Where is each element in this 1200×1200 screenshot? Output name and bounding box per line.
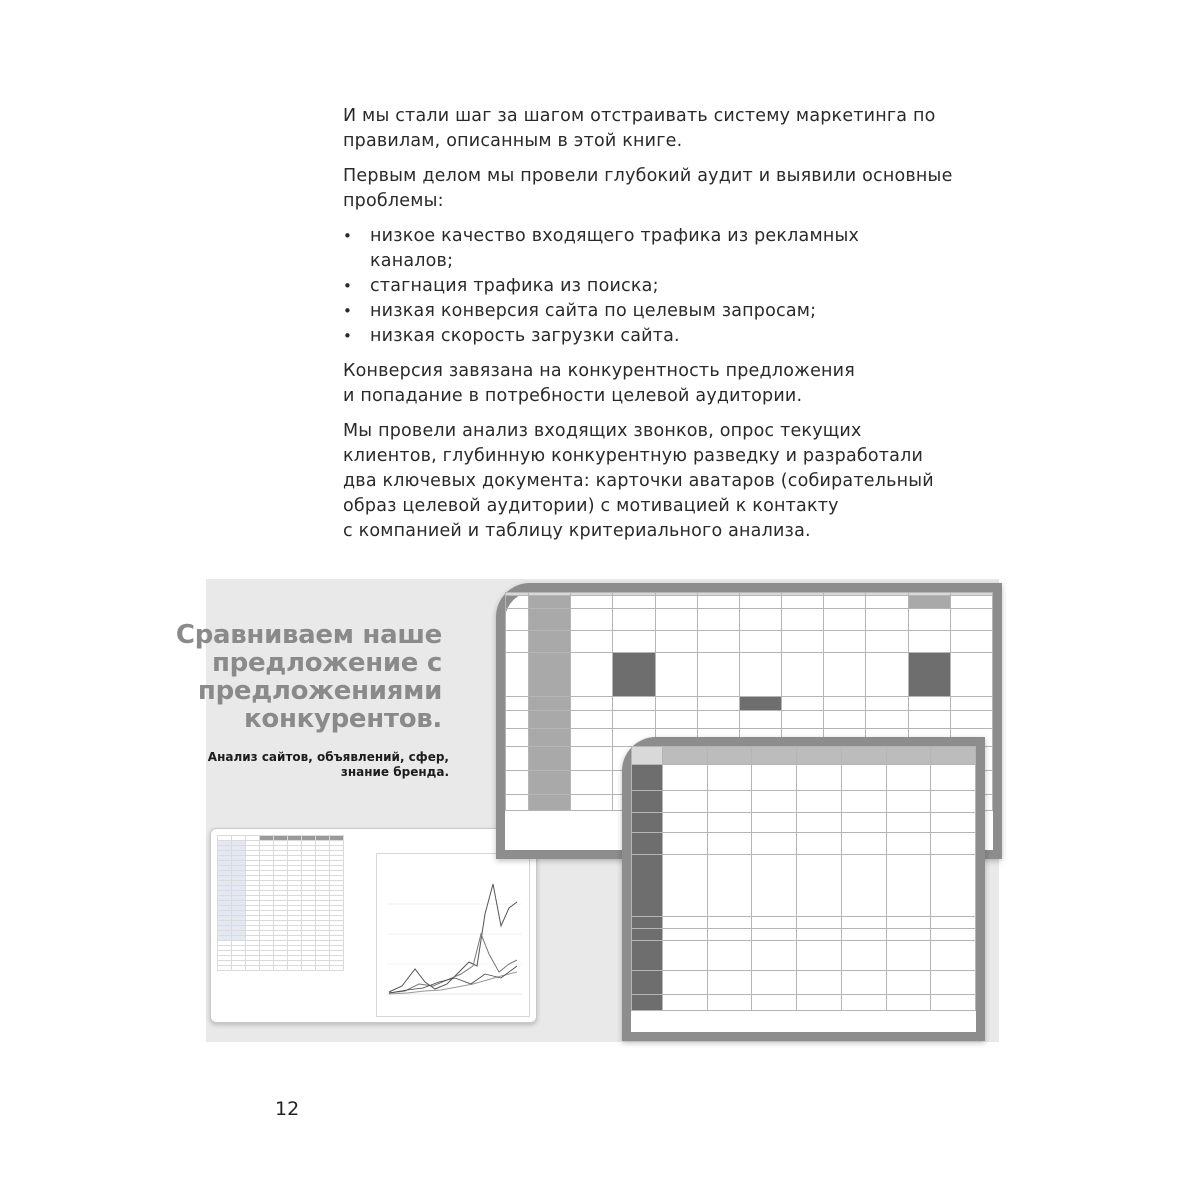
text-line: два ключевых документа: карточки аватаров (собирательный (343, 471, 934, 491)
text-line: образ целевой аудитории) с мотивацией к контакту (343, 496, 839, 516)
list-item (343, 324, 963, 349)
text-line: • стагнация трафика из поиска; (370, 276, 659, 296)
text-line: Первым делом мы провели глубокий аудит и выявили основные (343, 166, 953, 186)
paragraph-4 (343, 419, 963, 544)
line-chart-thumbnail (376, 853, 530, 1017)
figure-title-line: предложениями (197, 676, 442, 706)
figure-subtitle-line: Анализ сайтов, объявлений, сфер, (207, 750, 449, 764)
line-chart-graphic (377, 854, 529, 1016)
text-line: Конверсия завязана на конкурентность предложения (343, 361, 855, 381)
text-line: • низкое качество входящего трафика из рекламных (370, 226, 860, 246)
text-line: клиентов, глубинную конкурентную разведку и разработали (343, 446, 924, 466)
criteria-table-thumbnail (631, 746, 976, 1011)
paragraph-2 (343, 164, 963, 214)
text-line: • низкая конверсия сайта по целевым запросам; (370, 301, 817, 321)
competitor-analysis-figure (175, 579, 999, 1042)
figure-title (176, 621, 442, 733)
list-item (343, 274, 963, 299)
figure-title-line: Сравниваем наше (175, 620, 442, 650)
text-line: проблемы: (343, 191, 444, 211)
text-line: и попадание в потребности целевой аудитории. (343, 386, 803, 406)
criteria-table-card (622, 737, 985, 1041)
list-item (343, 224, 963, 274)
body-text (343, 104, 963, 554)
text-line: правилам, описанным в этой книге. (343, 131, 683, 151)
figure-subtitle (208, 750, 449, 780)
paragraph-3 (343, 359, 963, 409)
figure-title-line: предложение с (212, 648, 442, 678)
problems-list (343, 224, 963, 349)
text-line: • низкая скорость загрузки сайта. (370, 326, 680, 346)
text-line: с компанией и таблицу критериального анализа. (343, 521, 811, 541)
text-line: И мы стали шаг за шагом отстраивать систему маркетинга по (343, 106, 936, 126)
figure-subtitle-line: знание бренда. (340, 765, 449, 779)
spreadsheet-grid (217, 835, 344, 971)
figure-title-line: конкурентов. (244, 704, 442, 734)
spreadsheet-chart-screenshot (210, 828, 537, 1023)
text-line: Мы провели анализ входящих звонков, опрос текущих (343, 421, 862, 441)
list-item (343, 299, 963, 324)
text-line: каналов; (370, 251, 454, 271)
page-number: 12 (275, 1098, 300, 1120)
paragraph-1 (343, 104, 963, 154)
